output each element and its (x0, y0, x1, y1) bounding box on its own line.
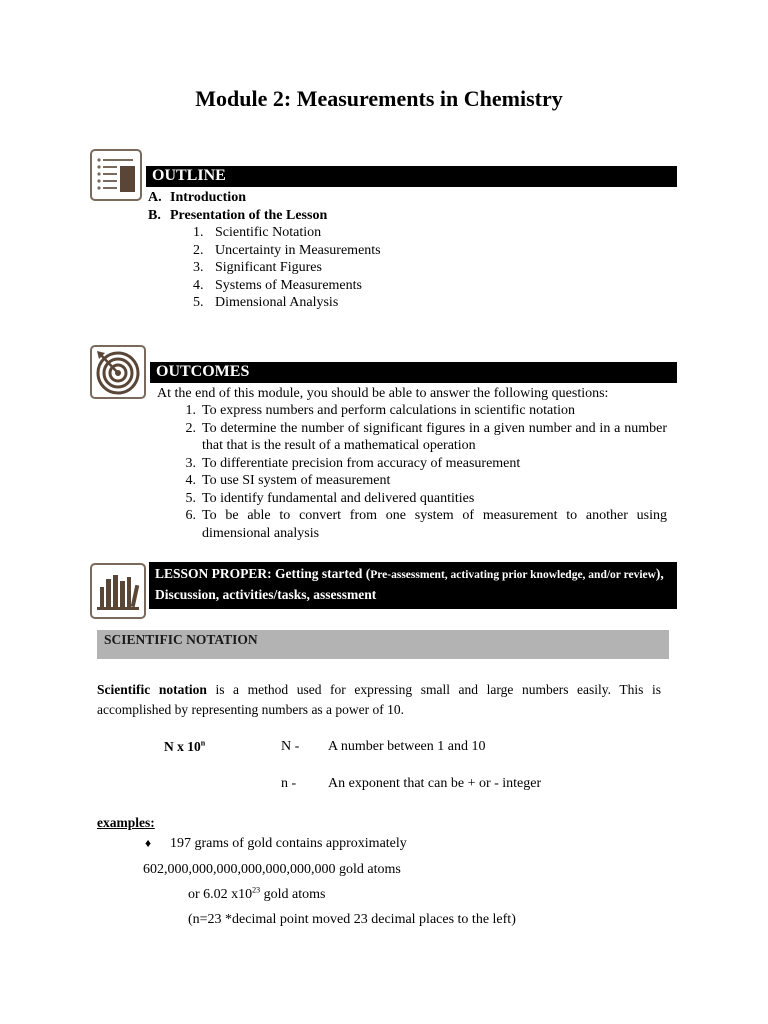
page-title: Module 2: Measurements in Chemistry (195, 86, 563, 111)
outline-list-icon (90, 149, 142, 201)
list-item: 5. Dimensional Analysis (193, 295, 339, 310)
section-heading: SCIENTIFIC NOTATION (104, 632, 258, 647)
outline-header-bar (146, 166, 677, 187)
list-item: 3. Significant Figures (193, 260, 322, 275)
lesson-subnote: Pre-assessment, activating prior knowledge, and/or review (370, 569, 656, 581)
formula-key: n - (281, 776, 297, 791)
list-item: 3. To differentiate precision from accuracy of measurement (185, 455, 521, 471)
list-item: 6. To be able to convert from one system of measurement to another using dimensional analysis (185, 508, 667, 541)
example-note: (n=23 *decimal point moved 23 decimal places to the left) (188, 912, 516, 927)
definition-text: is a method used for expressing small and large numbers easily. This is accomplished by representing numbers as a power of 10. (97, 682, 661, 717)
formula-desc: An exponent that can be + or - integer (328, 776, 542, 791)
outcomes-list (173, 402, 670, 542)
outline-sections (148, 189, 327, 224)
outline-heading: OUTLINE (152, 167, 226, 184)
outline-section: A. Introduction (148, 190, 246, 205)
section-header-bar (97, 630, 669, 659)
list-item: 1. To express numbers and perform calculations in scientific notation (185, 403, 576, 418)
list-item: 2. To determine the number of significant figures in a given number and in a number that that is the result of a mathematical operation (185, 420, 667, 453)
list-item: 1. Scientific Notation (193, 225, 322, 240)
formula: N x 10$^n$ (164, 738, 206, 754)
example-line: or 6.02 $x10^{23}$ gold atoms (188, 885, 326, 902)
example-line: 197 grams of gold contains approximately (170, 836, 407, 851)
definition-paragraph (97, 680, 661, 719)
definition-term: Scientific notation (97, 682, 207, 697)
outline-items (193, 224, 381, 312)
lesson-proper-bar (149, 562, 677, 609)
formula-key: N - (281, 739, 300, 754)
list-item: 5. To identify fundamental and delivered quantities (185, 490, 475, 506)
outcomes-header-bar (150, 362, 677, 383)
outline-section: B. Presentation of the Lesson (148, 207, 328, 223)
list-item: 2. Uncertainty in Measurements (193, 242, 381, 258)
examples-label: examples: (97, 815, 155, 830)
books-icon (90, 563, 146, 619)
list-item: 4. To use SI system of measurement (185, 473, 391, 488)
formula-desc: A number between 1 and 10 (328, 739, 486, 754)
bullet-diamond-icon: ♦ (145, 836, 152, 850)
outcomes-intro: At the end of this module, you should be able to answer the following questions: (157, 386, 609, 401)
outcomes-heading: OUTCOMES (156, 363, 250, 380)
lesson-heading: LESSON PROPER: Getting started ( (155, 566, 371, 581)
lesson-heading-rest: ), Discussion, activities/tasks, assessment (155, 566, 664, 602)
example-line: 602,000,000,000,000,000,000,000 gold atoms (143, 862, 401, 877)
list-item: 4. Systems of Measurements (193, 277, 362, 293)
target-icon (90, 345, 146, 399)
